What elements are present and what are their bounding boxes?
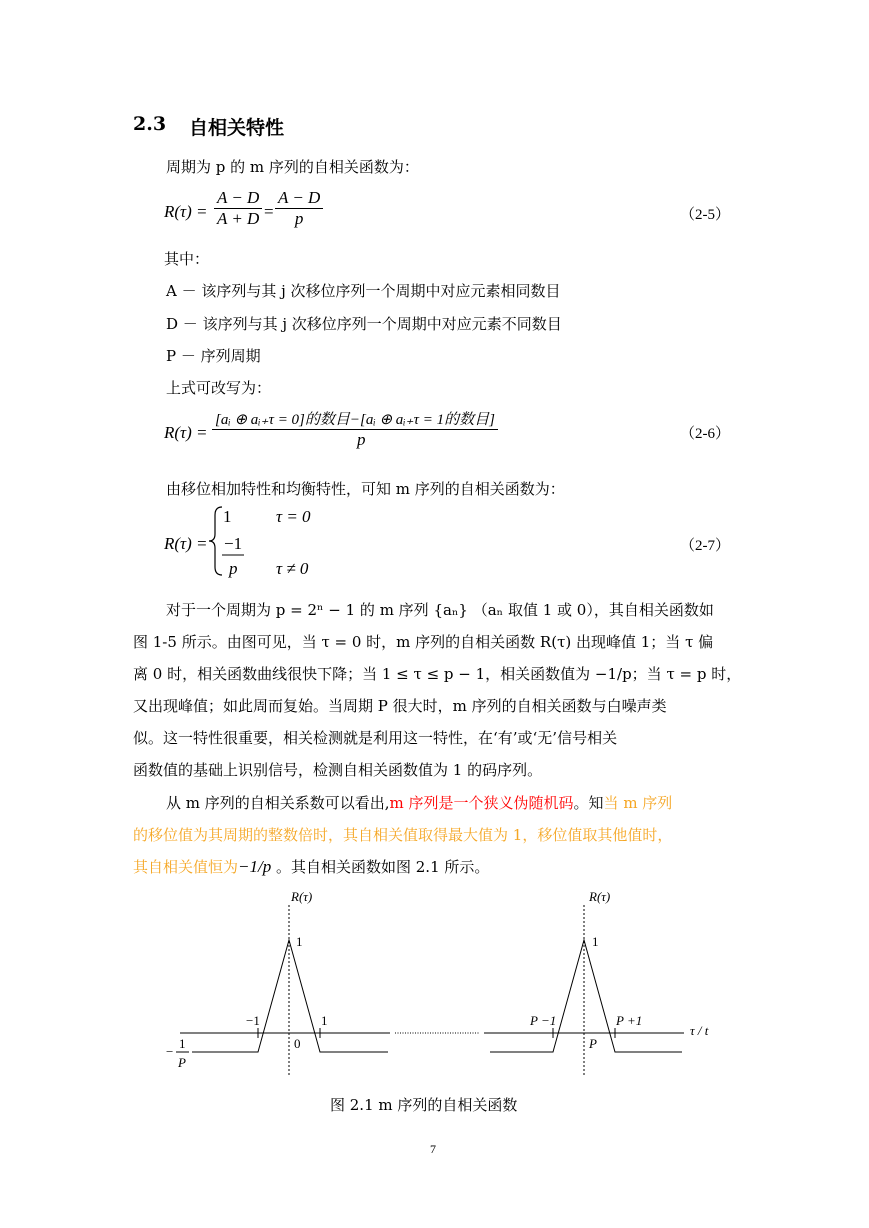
intro-text: 周期为 p 的 m 序列的自相关函数为：	[166, 158, 419, 176]
neg-fraction-den: P	[178, 1055, 186, 1070]
para2-orange-end: 其自相关值恒为	[133, 858, 239, 876]
eq25-frac2	[275, 188, 323, 229]
label-p-minus-one: P −1	[530, 1013, 557, 1028]
para1-line4: 又出现峰值；如此周而复始。当周期 P 很大时，m 序列的自相关函数与白噪声类	[133, 697, 667, 715]
para2-line2: 的移位值为其周期的整数倍时，其自相关值取得最大值为 1，移位值取其他值时，	[133, 826, 673, 844]
para2-math: −1/p	[238, 857, 272, 876]
rewrite-label: 上式可改写为：	[166, 379, 272, 397]
label-plus-one: 1	[321, 1013, 328, 1028]
para2-text-end: 。其自相关函数如图 2.1 所示。	[271, 858, 490, 876]
eq26-num: [aᵢ ⊕ aᵢ₊τ = 0]的数目−[aᵢ ⊕ aᵢ₊τ = 1的数目]	[212, 408, 498, 430]
para1-line5: 似。这一特性很重要，相关检测就是利用这一特性，在‘有’或‘无’信号相关	[133, 729, 618, 747]
eq25-frac1-num: A − D	[214, 188, 262, 209]
peak-one-left: 1	[296, 934, 303, 949]
label-p-plus-one: P +1	[616, 1013, 643, 1028]
definition-p: P － 序列周期	[166, 347, 261, 365]
eq26-number: （2-6）	[680, 426, 730, 442]
section-number: 2.3	[133, 113, 167, 135]
para2-text-start: 从 m 序列的自相关系数可以看出,	[166, 794, 390, 812]
peak-one-right: 1	[592, 934, 599, 949]
eq27-lead: 由移位相加特性和均衡特性，可知 m 序列的自相关函数为：	[166, 480, 565, 498]
para1-line2: 图 1-5 所示。由图可见，当 τ = 0 时，m 序列的自相关函数 R(τ) 出现峰值 1；当 τ 偏	[133, 633, 714, 651]
r-tau-label-left: R(τ)	[291, 889, 313, 904]
eq27-case1-value: 1	[223, 507, 232, 526]
eq26-den: p	[357, 430, 366, 449]
eq26-frac	[212, 408, 498, 450]
eq25-frac2-den: p	[294, 209, 304, 228]
eq25-frac1	[214, 188, 262, 229]
label-p: P	[589, 1036, 597, 1051]
para2-orange-start: 当 m 序列	[603, 794, 673, 812]
para2-line3	[133, 851, 489, 883]
r-tau-label-right: R(τ)	[589, 889, 611, 904]
eq25-frac1-den: A + D	[217, 209, 260, 228]
eq27-case2-den: p	[229, 559, 238, 578]
where-label: 其中：	[164, 250, 210, 268]
definition-d: D － 该序列与其 j 次移位序列一个周期中对应元素不同数目	[166, 315, 562, 333]
eq25-equals: =	[264, 202, 274, 221]
section-title: 自相关特性	[189, 117, 285, 139]
neg-fraction-num: 1	[179, 1036, 186, 1051]
para1-line3: 离 0 时，相关函数曲线很快下降；当 1 ≤ τ ≤ p − 1，相关函数值为 −1/p；当 τ = p 时，	[133, 665, 742, 683]
label-minus-one: −1	[246, 1013, 260, 1028]
eq25-number: （2-5）	[680, 207, 730, 223]
eq25-lhs: R(τ) =	[164, 202, 208, 221]
para1-line1: 对于一个周期为 p = 2ⁿ − 1 的 m 序列 {aₙ} （aₙ 取值 1 或 0），其自相关函数如	[166, 601, 714, 619]
eq27-lhs: R(τ) =	[164, 534, 208, 553]
para1-line6: 函数值的基础上识别信号，检测自相关函数值为 1 的码序列。	[133, 761, 543, 779]
autocorr-curve-right	[490, 940, 682, 1052]
para2-text-mid: 。知	[573, 794, 604, 812]
eq27-case1-cond: τ = 0	[276, 507, 311, 526]
page-number: 7	[430, 1142, 436, 1156]
eq27-case2-cond: τ ≠ 0	[276, 559, 309, 578]
label-zero: 0	[294, 1036, 301, 1051]
para2-line1	[166, 787, 672, 819]
tau-axis-label: τ / t	[690, 1023, 709, 1038]
eq27-number: （2-7）	[680, 538, 730, 554]
para2-red-highlight: m 序列是一个狭义伪随机码	[389, 794, 574, 812]
eq25-frac2-num: A − D	[275, 188, 323, 209]
eq27-case2-num: −1	[224, 534, 243, 553]
figure-caption: 图 2.1 m 序列的自相关函数	[330, 1096, 518, 1114]
neg-sign: −	[166, 1044, 174, 1059]
eq26-lhs: R(τ) =	[164, 423, 208, 442]
autocorr-curve-left	[192, 940, 388, 1052]
definition-a: A － 该序列与其 j 次移位序列一个周期中对应元素相同数目	[166, 282, 561, 300]
